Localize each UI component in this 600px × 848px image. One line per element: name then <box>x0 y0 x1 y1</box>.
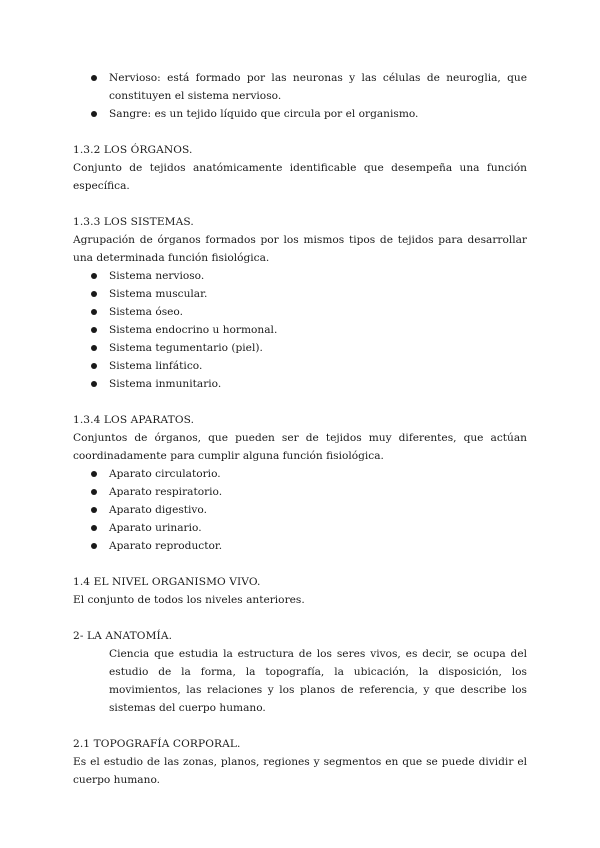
section-paragraph: Ciencia que estudia la estructura de los seres vivos, es decir, se ocupa del estudio de la forma, la topografía, la ubicación, la disposición, los movimientos, las relaciones y los planos de referencia, y que describe los sistemas del cuerpo humano. <box>109 648 527 714</box>
list-item: Aparato circulatorio. <box>73 465 527 483</box>
section-heading: 1.3.2 LOS ÓRGANOS. <box>73 144 193 156</box>
list-item: Sangre: es un tejido líquido que circula por el organismo. <box>73 105 527 123</box>
section-anatomia <box>73 627 527 717</box>
sistemas-bullet-list <box>73 267 527 393</box>
section-heading: 1.4 EL NIVEL ORGANISMO VIVO. <box>73 576 261 588</box>
section-heading: 2- LA ANATOMÍA. <box>73 630 173 642</box>
intro-bullet-list <box>73 69 527 123</box>
list-item: Sistema nervioso. <box>73 267 527 285</box>
section-paragraph: Conjunto de tejidos anatómicamente identificable que desempeña una función específica. <box>73 162 527 192</box>
list-item: Sistema inmunitario. <box>73 375 527 393</box>
section-heading: 1.3.3 LOS SISTEMAS. <box>73 216 194 228</box>
section-organos <box>73 141 527 195</box>
list-item: Sistema tegumentario (piel). <box>73 339 527 357</box>
list-item: Aparato reproductor. <box>73 537 527 555</box>
section-heading: 2.1 TOPOGRAFÍA CORPORAL. <box>73 738 241 750</box>
list-item: Sistema endocrino u hormonal. <box>73 321 527 339</box>
section-paragraph: El conjunto de todos los niveles anteriores. <box>73 594 305 606</box>
section-paragraph: Agrupación de órganos formados por los mismos tipos de tejidos para desarrollar una determinada función fisiológica. <box>73 234 527 264</box>
list-item: Aparato digestivo. <box>73 501 527 519</box>
list-item: Sistema linfático. <box>73 357 527 375</box>
list-item: Sistema óseo. <box>73 303 527 321</box>
section-organismo <box>73 573 527 609</box>
section-topografia <box>73 735 527 789</box>
list-item: Nervioso: está formado por las neuronas y las células de neuroglia, que constituyen el sistema nervioso. <box>73 69 527 105</box>
section-aparatos <box>73 411 527 555</box>
section-heading: 1.3.4 LOS APARATOS. <box>73 414 195 426</box>
list-item: Aparato urinario. <box>73 519 527 537</box>
list-item: Sistema muscular. <box>73 285 527 303</box>
section-sistemas <box>73 213 527 393</box>
document-page <box>73 69 527 789</box>
list-item: Aparato respiratorio. <box>73 483 527 501</box>
aparatos-bullet-list <box>73 465 527 555</box>
section-paragraph: Conjuntos de órganos, que pueden ser de tejidos muy diferentes, que actúan coordinadamente para cumplir alguna función fisiológica. <box>73 432 527 462</box>
section-paragraph: Es el estudio de las zonas, planos, regiones y segmentos en que se puede dividir el cuerpo humano. <box>73 756 527 786</box>
